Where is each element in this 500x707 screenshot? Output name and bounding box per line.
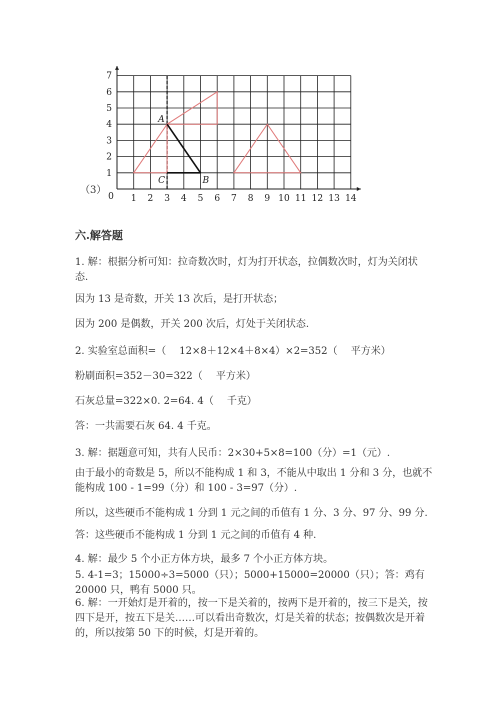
q2-line2: 粉刷面积=352－30=322（ 平方米）: [75, 371, 256, 382]
x-tick-label: 3: [164, 194, 170, 204]
q2-line4: 答：一共需要石灰 64. 4 千克。: [75, 421, 217, 432]
q1-line4: 因为 200 是偶数，开关 200 次后，灯处于关闭状态.: [75, 319, 310, 330]
y-tick-label: 4: [106, 120, 112, 131]
q3-line1: 3. 解：据题意可知，共有人民币：2×30+5×8=100（分）=1（元）.: [75, 448, 391, 459]
point-labels: [157, 115, 209, 186]
y-tick-label: 5: [106, 104, 112, 114]
q4-line1: 4. 解：最少 5 个小正方体方块，最多 7 个小正方体方块。: [75, 554, 334, 565]
x-tick-label: 11: [294, 194, 307, 204]
x-tick-label: 1: [130, 194, 137, 204]
q2-line1: 2. 实验室总面积=（ 12×8＋12×4＋8×4）×2=352（ 平方米）: [75, 346, 391, 357]
y-axis-arrow: [115, 66, 119, 70]
grid-lines: [115, 66, 361, 191]
q6-paragraph: 6. 解：一开始灯是开着的，按一下是关着的，按两下是开着的，按三下是关，按四下是开，按五下是关……可以看出奇数次，灯是关着的状态；按偶数次是开着的，所以按第 50 下的时候，灯是开着的。: [75, 598, 428, 639]
x-tick-label: 9: [264, 194, 271, 204]
q3-line3: 所以，这些硬币不能构成 1 分到 1 元之间的币值有 1 分、3 分、97 分、99 分.: [75, 508, 428, 519]
x-tick-label: 14: [345, 194, 357, 204]
q1-line1: 1. 解：根据分析可知：拉奇数次时，灯为打开状态，拉偶数次时，灯为关闭状: [75, 257, 418, 268]
point-label-a: A: [158, 115, 165, 126]
x-tick-label: 10: [278, 194, 290, 204]
y-tick-label: 1: [106, 168, 112, 179]
q3-line4: 答：这些硬币不能构成 1 分到 1 元之间的币值有 4 种.: [75, 530, 317, 541]
q1-line2: 态.: [75, 272, 89, 283]
figure-label: （3）: [80, 185, 107, 196]
q2-line3: 石灰总量=322×0. 2=64. 4（ 千克）: [75, 396, 257, 407]
x-tick-label: 2: [147, 194, 154, 204]
section-title: 六.解答题: [75, 229, 123, 242]
x-tick-label: 13: [328, 194, 340, 204]
q3-paragraph: 由于最小的奇数是 5，所以不能构成 1 和 3，不能从中取出 1 分和 3 分，也就不能构成 100 - 1=99（分）和 100 - 3=97（分）.: [75, 468, 433, 494]
y-tick-label: 6: [106, 87, 112, 98]
x-tick-label: 5: [197, 194, 204, 204]
point-label-c: C: [158, 175, 165, 186]
q1-line3: 因为 13 是奇数，开关 13 次后，是打开状态；: [75, 294, 284, 305]
y-tick-label: 3: [106, 136, 112, 147]
y-tick-label: 2: [106, 152, 112, 163]
origin-label: 0: [108, 192, 114, 202]
x-tick-label: 6: [214, 194, 221, 204]
x-axis-arrow: [357, 187, 361, 191]
x-tick-label: 4: [180, 194, 187, 204]
grid-figure: [100, 66, 370, 210]
y-tick-label: 7: [106, 71, 112, 82]
q5-paragraph: 5. 4-1=3；15000÷3=5000（只）；5000+15000=20000（只）；答：鸡有 20000 只，鸭有 5000 只。: [75, 570, 425, 596]
x-tick-label: 8: [247, 194, 254, 204]
x-tick-label: 12: [311, 194, 324, 204]
point-label-b: B: [202, 175, 210, 186]
x-tick-label: 7: [231, 194, 237, 204]
